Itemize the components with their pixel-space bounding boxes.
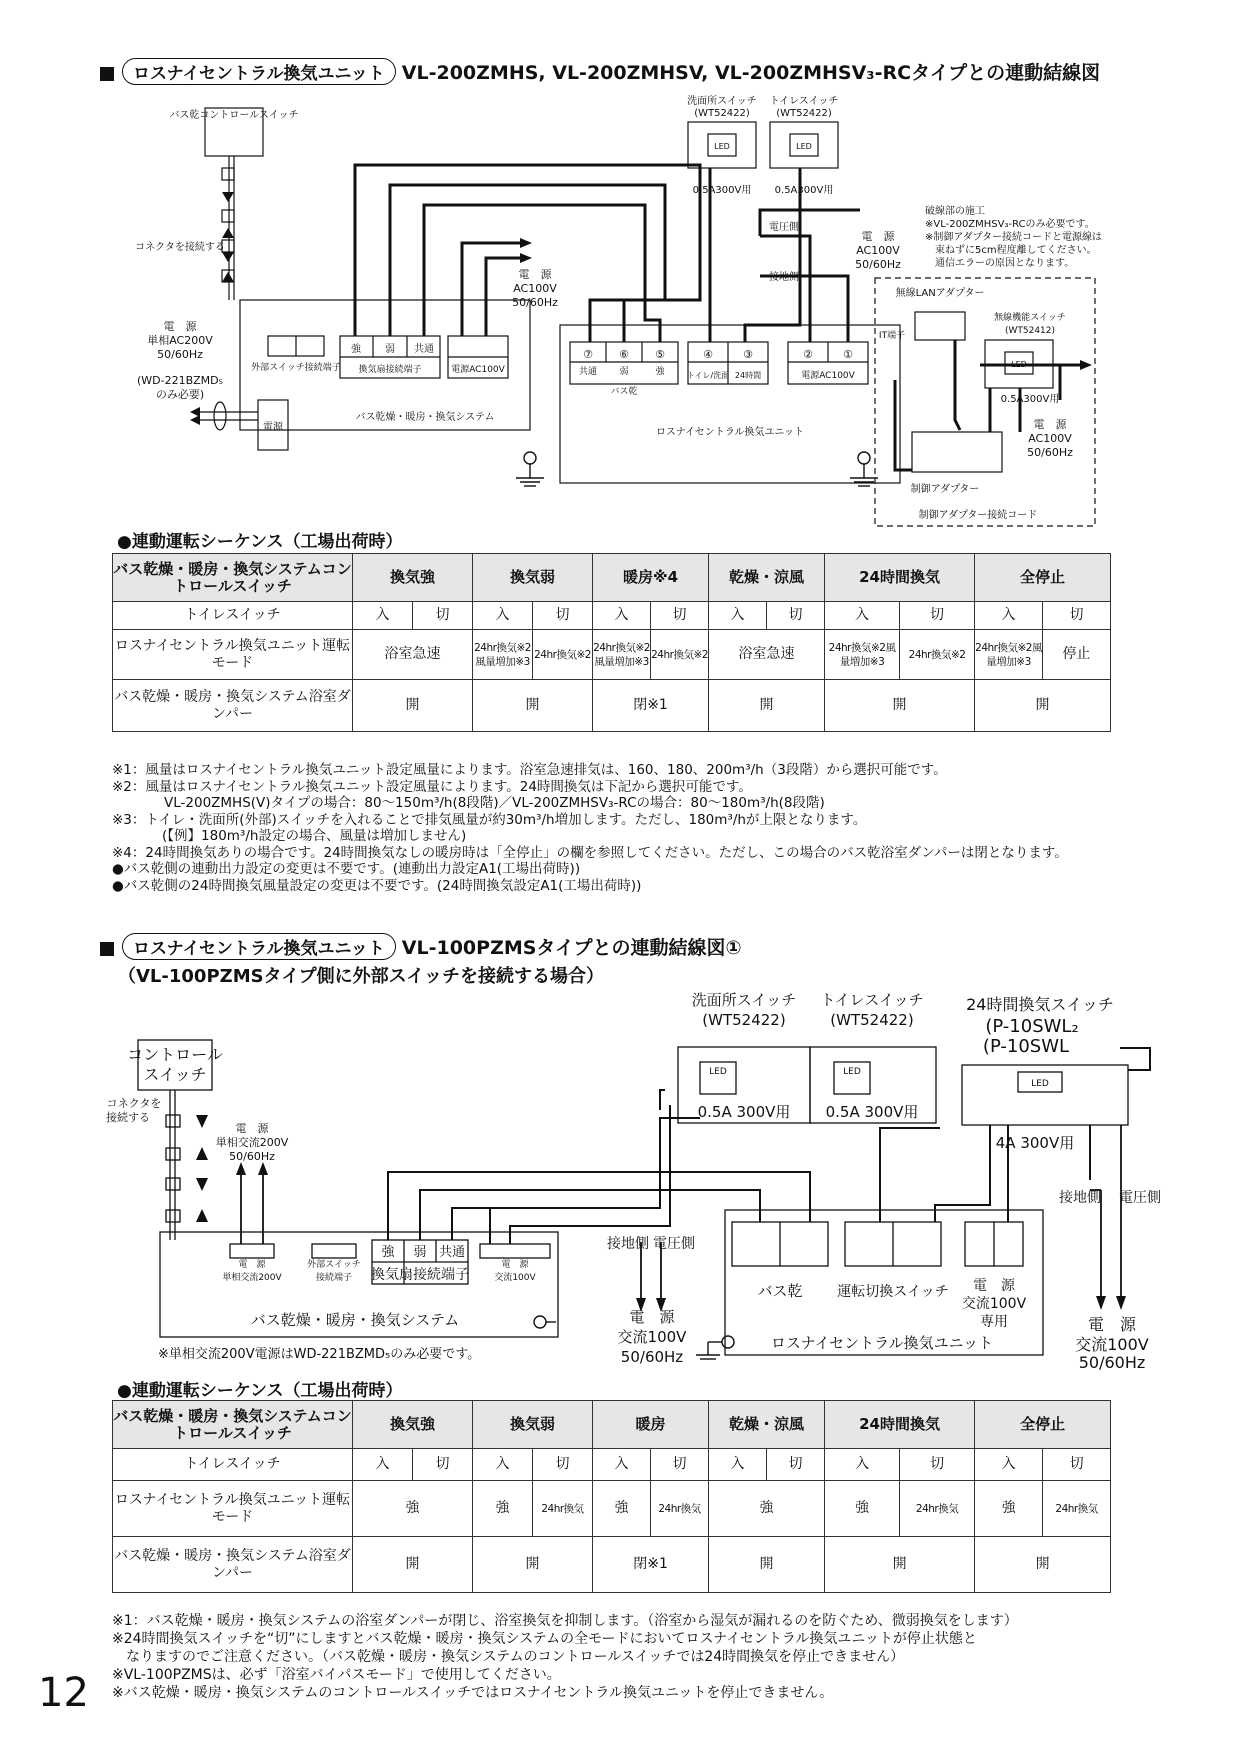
table-cell: 強 (825, 1481, 900, 1537)
right-power-spec2: 50/60Hz (855, 258, 901, 271)
led-icon: LED (709, 1067, 727, 1077)
note-line: ※1：バス乾燥・暖房・換気システムの浴室ダンパーが閉じ、浴室換気を抑制します。（浴室から湿気が漏れるのを防ぐため、微弱換気をします） (112, 1613, 1018, 1629)
table-cell: 強 (593, 1481, 651, 1537)
table-cell: 開 (473, 1537, 593, 1593)
connector-note-1: コネクタを (106, 1097, 162, 1110)
section2-notes (112, 1612, 1018, 1702)
it-terminal-label: IT端子 (878, 331, 906, 341)
mode-header: 換気弱 (473, 554, 593, 602)
table-cell: 切 (900, 602, 975, 630)
wd-note-1: (WD-221BZMD₅ (136, 374, 224, 387)
toilet-switch-rating: 0.5A 300V用 (825, 1103, 919, 1121)
wash-switch-code: (WT52422) (694, 108, 750, 119)
dashed-note-2: ※制御アダプター接続コードと電源線は (925, 232, 1102, 243)
bath-dryer-label: バス乾 (757, 1282, 803, 1300)
bullet-square-icon (100, 942, 114, 956)
mode-header: 暖房※4 (593, 554, 709, 602)
terminal-common: 共通 (578, 367, 598, 377)
wireless-lan-adapter-box (915, 312, 965, 340)
right-power-spec-2: 50/60Hz (1078, 1353, 1146, 1370)
right-ground-label: 接地側 (1059, 1190, 1101, 1206)
dashed-note-1: ※VL-200ZMHSV₃-RCのみ必要です。 (925, 219, 1095, 230)
led-icon: LED (796, 142, 812, 151)
fan-terminal-weak: 弱 (413, 1245, 427, 1260)
section2-seq-title: ●連動運転シーケンス（工場出荷時） (117, 1381, 403, 1401)
table-cell: 入 (353, 1449, 413, 1481)
terminal-2: ② (803, 348, 813, 361)
mode-header: 暖房 (593, 1401, 709, 1449)
fan-terminal-label: 換気扇接続端子 (358, 365, 422, 375)
wireless-switch-code: (WT52412) (1004, 326, 1056, 336)
connector-note-2: 接続する (106, 1111, 150, 1124)
power-box1-title: 電 源 (238, 1260, 266, 1270)
note-line: ●バス乾側の24時間換気風量設定の変更は不要です。(24時間換気設定A1(工場出荷時)) (112, 877, 642, 894)
table-cell: 24hr換気※2 (533, 630, 593, 680)
table-cell: 切 (651, 1449, 709, 1481)
adapter-power-spec1: AC100V (1028, 432, 1072, 445)
mode-header: 換気強 (353, 554, 473, 602)
section1-seq-title: ●連動運転シーケンス（工場出荷時） (117, 532, 403, 552)
toilet-wash-label: トイレ/洗面 (686, 371, 730, 380)
table-cell: 開 (353, 680, 473, 732)
table-row (113, 602, 1111, 630)
table-cell: 強 (709, 1481, 825, 1537)
terminal-3: ③ (743, 348, 753, 361)
note-line: ※2：風量はロスナイセントラル換気ユニット設定風量によります。24時間換気は下記から選択可能です。 (112, 778, 752, 795)
ext-switch-label-1: 外部スイッチ (307, 1260, 361, 1270)
note-line: (【例】180m³/h設定の場合、風量は増加しません) (162, 828, 467, 844)
table-row (113, 680, 1111, 732)
table-cell: 強 (353, 1481, 473, 1537)
terminal-strong: 強 (655, 367, 665, 377)
h24-switch-box (962, 1065, 1128, 1125)
ground-side-label: 接地側 (607, 1236, 649, 1252)
mode-switch-label: 運転切換スイッチ (837, 1284, 949, 1300)
wash-switch-code: (WT52422) (702, 1011, 786, 1029)
voltage-side-label: 電圧側 (653, 1236, 695, 1252)
table-cell: 閉※1 (593, 1537, 709, 1593)
table-cell: 切 (767, 1449, 825, 1481)
section2-heading (100, 933, 742, 960)
table-cell: 切 (533, 1449, 593, 1481)
bath-dryer-label: バス乾 (610, 387, 638, 397)
adapter-cord-label: 制御アダプター接続コード (918, 510, 1038, 521)
led-icon: LED (714, 142, 730, 151)
lossnay-unit-label: ロスナイセントラル換気ユニット (770, 1334, 994, 1352)
power-mid-spec2: 50/60Hz (512, 296, 558, 309)
note-line: ※バス乾燥・暖房・換気システムのコントロールスイッチではロスナイセントラル換気ユニットを停止できません。 (112, 1685, 834, 1701)
table-cell: 切 (767, 602, 825, 630)
table-row (113, 1481, 1111, 1537)
terminal-4: ④ (703, 348, 713, 361)
table-cell: 切 (413, 602, 473, 630)
control-adapter-label: 制御アダプター (910, 484, 980, 495)
table-corner: バス乾燥・暖房・換気システムコントロールスイッチ (113, 1401, 353, 1449)
table-cell: 強 (473, 1481, 533, 1537)
mode-header: 乾燥・涼風 (709, 1401, 825, 1449)
wireless-switch-label: 無線機能スイッチ (994, 313, 1066, 323)
power-mid-spec1: AC100V (513, 282, 557, 295)
unit-power-spec-2: 専用 (980, 1314, 1008, 1330)
table-cell: 開 (709, 680, 825, 732)
terminal-1: ① (843, 348, 853, 361)
toilet-switch-code: (WT52422) (830, 1011, 914, 1029)
table-cell: 24hr換気 (651, 1481, 709, 1537)
table-cell: 切 (1043, 1449, 1111, 1481)
unit-power-title: 電 源 (973, 1278, 1015, 1294)
row-label: ロスナイセントラル換気ユニット運転モード (113, 630, 353, 680)
lan-adapter-label: 無線LANアダプター (895, 288, 985, 299)
section1-notes (112, 762, 1068, 894)
wiring-diagram-2 (0, 990, 1240, 1370)
row-label: トイレスイッチ (113, 602, 353, 630)
bath-control-switch-label: バス乾コントロールスイッチ (169, 110, 299, 121)
table-row (113, 630, 1111, 680)
ext-switch-label-2: 接続端子 (315, 1273, 353, 1283)
voltage-side-label: 電圧側 (769, 222, 799, 233)
mid-power-spec-1: 交流100V (617, 1328, 687, 1346)
wd-note-2: のみ必要) (155, 388, 205, 401)
page-number: 12 (38, 1670, 89, 1716)
wiring-diagram-1 (0, 90, 1240, 530)
section1-heading-unit: ロスナイセントラル換気ユニット (122, 58, 396, 85)
terminal-6: ⑥ (619, 348, 629, 361)
led-icon: LED (1031, 1079, 1049, 1089)
table-cell: 開 (709, 1537, 825, 1593)
table-cell: 浴室急速 (709, 630, 825, 680)
table-cell: 開 (825, 1537, 975, 1593)
table-cell: 強 (975, 1481, 1043, 1537)
right-power-title: 電 源 (1087, 1315, 1137, 1334)
power-200-title: 電 源 (163, 320, 197, 333)
terminal-weak: 弱 (619, 367, 629, 377)
table-cell: 切 (1043, 602, 1111, 630)
ground-icons (516, 452, 878, 486)
table-cell: 開 (975, 1537, 1111, 1593)
right-power-spec-1: 交流100V (1075, 1335, 1149, 1354)
power-box2-spec: 交流100V (494, 1273, 536, 1283)
power-box2-title: 電 源 (501, 1260, 529, 1270)
h24-switch-code-1: (P-10SWL₂ (985, 1016, 1079, 1037)
terminal-5: ⑤ (655, 348, 665, 361)
section2-heading-unit: ロスナイセントラル換気ユニット (122, 933, 396, 960)
table-cell: 入 (473, 1449, 533, 1481)
table-cell: 24hr換気 (1043, 1481, 1111, 1537)
table-cell: 入 (709, 1449, 767, 1481)
table-cell: 開 (975, 680, 1111, 732)
power-title: 電 源 (235, 1122, 269, 1135)
h24-switch-rating: 4A 300V用 (995, 1134, 1075, 1152)
section1-heading (100, 58, 1100, 85)
fan-terminal-common: 共通 (438, 1245, 466, 1260)
mode-header: 換気強 (353, 1401, 473, 1449)
bath-system-label: バス乾燥・暖房・換気システム (355, 412, 495, 423)
adapter-power-title: 電 源 (1033, 418, 1067, 431)
row-label: ロスナイセントラル換気ユニット運転モード (113, 1481, 353, 1537)
section1-heading-title: VL-200ZMHS, VL-200ZMHSV, VL-200ZMHSV₃-RCタイプとの連動結線図 (401, 62, 1101, 84)
table-cell: 24hr換気※2風量増加※3 (975, 630, 1043, 680)
control-switch-label-2: スイッチ (143, 1065, 207, 1084)
dashed-title: 破線部の施工 (925, 206, 985, 217)
section2-sequence-table (112, 1400, 1111, 1593)
table-cell: 入 (593, 602, 651, 630)
fan-terminal-strong: 強 (381, 1245, 395, 1260)
unit-power-spec-1: 交流100V (961, 1296, 1027, 1312)
fan-terminal-strong: 強 (351, 344, 361, 355)
power-ac100-box-label: 電源AC100V (451, 365, 505, 375)
dashed-note-3: 束ねずに5cm程度離してください。 (935, 245, 1097, 256)
wireless-rating: 0.5A300V用 (1000, 394, 1060, 405)
connector-note: コネクタを接続する (135, 242, 225, 253)
power-200-spec1: 単相AC200V (147, 334, 213, 347)
table-cell: 切 (533, 602, 593, 630)
bath-system-label: バス乾燥・暖房・換気システム (250, 1311, 460, 1329)
toilet-switch-rating: 0.5A300V用 (774, 185, 834, 196)
table-row (113, 1537, 1111, 1593)
row-label: バス乾燥・暖房・換気システム浴室ダンパー (113, 680, 353, 732)
led-icon: LED (843, 1067, 861, 1077)
table-row (113, 1449, 1111, 1481)
mid-power-spec-2: 50/60Hz (620, 1348, 684, 1366)
fan-terminal-common: 共通 (414, 344, 434, 355)
mode-header: 換気弱 (473, 1401, 593, 1449)
note-line: なりますのでご注意ください。（バス乾燥・暖房・換気システムのコントロールスイッチでは24時間換気を停止できません） (126, 1649, 905, 1665)
h24-switch-label: 24時間換気スイッチ (966, 995, 1114, 1014)
row-label: トイレスイッチ (113, 1449, 353, 1481)
bullet-square-icon (100, 67, 114, 81)
toilet-switch-label: トイレスイッチ (769, 96, 839, 107)
lossnay-power-label: 電源AC100V (801, 371, 855, 381)
table-corner: バス乾燥・暖房・換気システムコントロールスイッチ (113, 554, 353, 602)
section2-heading-title: VL-100PZMSタイプとの連動結線図① (401, 937, 742, 959)
table-cell: 24hr換気※2 (651, 630, 709, 680)
right-power-spec1: AC100V (856, 244, 900, 257)
right-power-title: 電 源 (861, 230, 895, 243)
note-line: ※1：風量はロスナイセントラル換気ユニット設定風量によります。浴室急速排気は、160、180、200m³/h（3段階）から選択可能です。 (112, 762, 947, 778)
control-switch-label-1: コントロール (127, 1045, 223, 1064)
wash-switch-rating: 0.5A300V用 (692, 185, 752, 196)
note-line: ※4：24時間換気ありの場合です。24時間換気なしの暖房時は「全停止」の欄を参照してください。ただし、この場合のバス乾浴室ダンパーは閉となります。 (112, 844, 1068, 861)
wd-note: ※単相交流200V電源はWD-221BZMD₅のみ必要です。 (158, 1347, 481, 1362)
right-voltage-label: 電圧側 (1119, 1190, 1161, 1206)
wash-switch-label: 洗面所スイッチ (691, 991, 797, 1009)
table-cell: 24hr換気※2 (900, 630, 975, 680)
table-cell: 切 (413, 1449, 473, 1481)
fan-terminal-weak: 弱 (385, 344, 395, 355)
mode-header: 乾燥・涼風 (709, 554, 825, 602)
table-cell: 閉※1 (593, 680, 709, 732)
adapter-power-spec2: 50/60Hz (1027, 446, 1073, 459)
power-label: 電源 (263, 422, 283, 433)
power-200-spec2: 50/60Hz (157, 348, 203, 361)
note-line: ●バス乾側の連動出力設定の変更は不要です。(連動出力設定A1(工場出荷時)) (112, 861, 581, 877)
led-icon: LED (1011, 360, 1027, 369)
section2-subheading: （VL-100PZMSタイプ側に外部スイッチを接続する場合） (118, 966, 604, 987)
wash-switch-rating: 0.5A 300V用 (697, 1103, 791, 1121)
lossnay-unit-label: ロスナイセントラル換気ユニット (655, 427, 805, 438)
table-cell: 開 (473, 680, 593, 732)
table-cell: 浴室急速 (353, 630, 473, 680)
table-cell: 入 (709, 602, 767, 630)
power-mid-title: 電 源 (518, 268, 552, 281)
terminal-7: ⑦ (583, 348, 593, 361)
note-line: ※VL-100PZMSは、必ず「浴室バイパスモード」で使用してください。 (112, 1667, 561, 1683)
mid-power-title: 電 源 (629, 1308, 675, 1326)
h24-label: 24時間 (734, 371, 762, 380)
table-cell: 入 (825, 1449, 900, 1481)
table-cell: 停止 (1043, 630, 1111, 680)
mode-header: 全停止 (975, 1401, 1111, 1449)
table-cell: 24hr換気 (533, 1481, 593, 1537)
table-cell: 24hr換気 (900, 1481, 975, 1537)
table-cell: 入 (353, 602, 413, 630)
mode-header: 全停止 (975, 554, 1111, 602)
table-header-row (113, 554, 1111, 602)
table-cell: 切 (900, 1449, 975, 1481)
h24-switch-code-2: (P-10SWL (982, 1036, 1070, 1057)
power-spec-2: 50/60Hz (229, 1150, 275, 1163)
note-line: VL-200ZMHS(V)タイプの場合：80〜150m³/h(8段階)／VL-200ZMHSV₃-RCの場合：80〜180m³/h(8段階) (164, 795, 825, 811)
power-spec-1: 単相交流200V (215, 1136, 289, 1149)
table-cell: 24hr換気※2風量増加※3 (473, 630, 533, 680)
note-line: ※3：トイレ・洗面所(外部)スイッチを入れることで排気風量が約30m³/h増加します。ただし、180m³/hが上限となります。 (112, 811, 867, 828)
mode-header: 24時間換気 (825, 1401, 975, 1449)
table-cell: 切 (651, 602, 709, 630)
table-cell: 入 (593, 1449, 651, 1481)
note-line: ※24時間換気スイッチを“切”にしますとバス乾燥・暖房・換気システムの全モードにおいてロスナイセントラル換気ユニットが停止状態と (112, 1631, 977, 1647)
table-cell: 入 (825, 602, 900, 630)
table-cell: 24hr換気※2風量増加※3 (825, 630, 900, 680)
table-cell: 入 (473, 602, 533, 630)
power-box1-spec: 単相交流200V (222, 1273, 282, 1283)
ext-switch-label: 外部スイッチ接続端子 (251, 363, 341, 373)
table-cell: 開 (825, 680, 975, 732)
table-cell: 入 (975, 602, 1043, 630)
fan-terminal-label: 換気扇接続端子 (371, 1267, 469, 1283)
table-cell: 開 (353, 1537, 473, 1593)
control-adapter-box (912, 432, 1002, 472)
dashed-note-4: 通信エラーの原因となります。 (935, 258, 1075, 269)
table-cell: 24hr換気※2風量増加※3 (593, 630, 651, 680)
mode-header: 24時間換気 (825, 554, 975, 602)
ground-side-label: 接地側 (769, 272, 799, 283)
toilet-switch-code: (WT52422) (776, 108, 832, 119)
table-header-row (113, 1401, 1111, 1449)
row-label: バス乾燥・暖房・換気システム浴室ダンパー (113, 1537, 353, 1593)
toilet-switch-label: トイレスイッチ (820, 991, 924, 1009)
section1-sequence-table (112, 553, 1111, 732)
wash-switch-label: 洗面所スイッチ (687, 96, 757, 107)
table-cell: 入 (975, 1449, 1043, 1481)
